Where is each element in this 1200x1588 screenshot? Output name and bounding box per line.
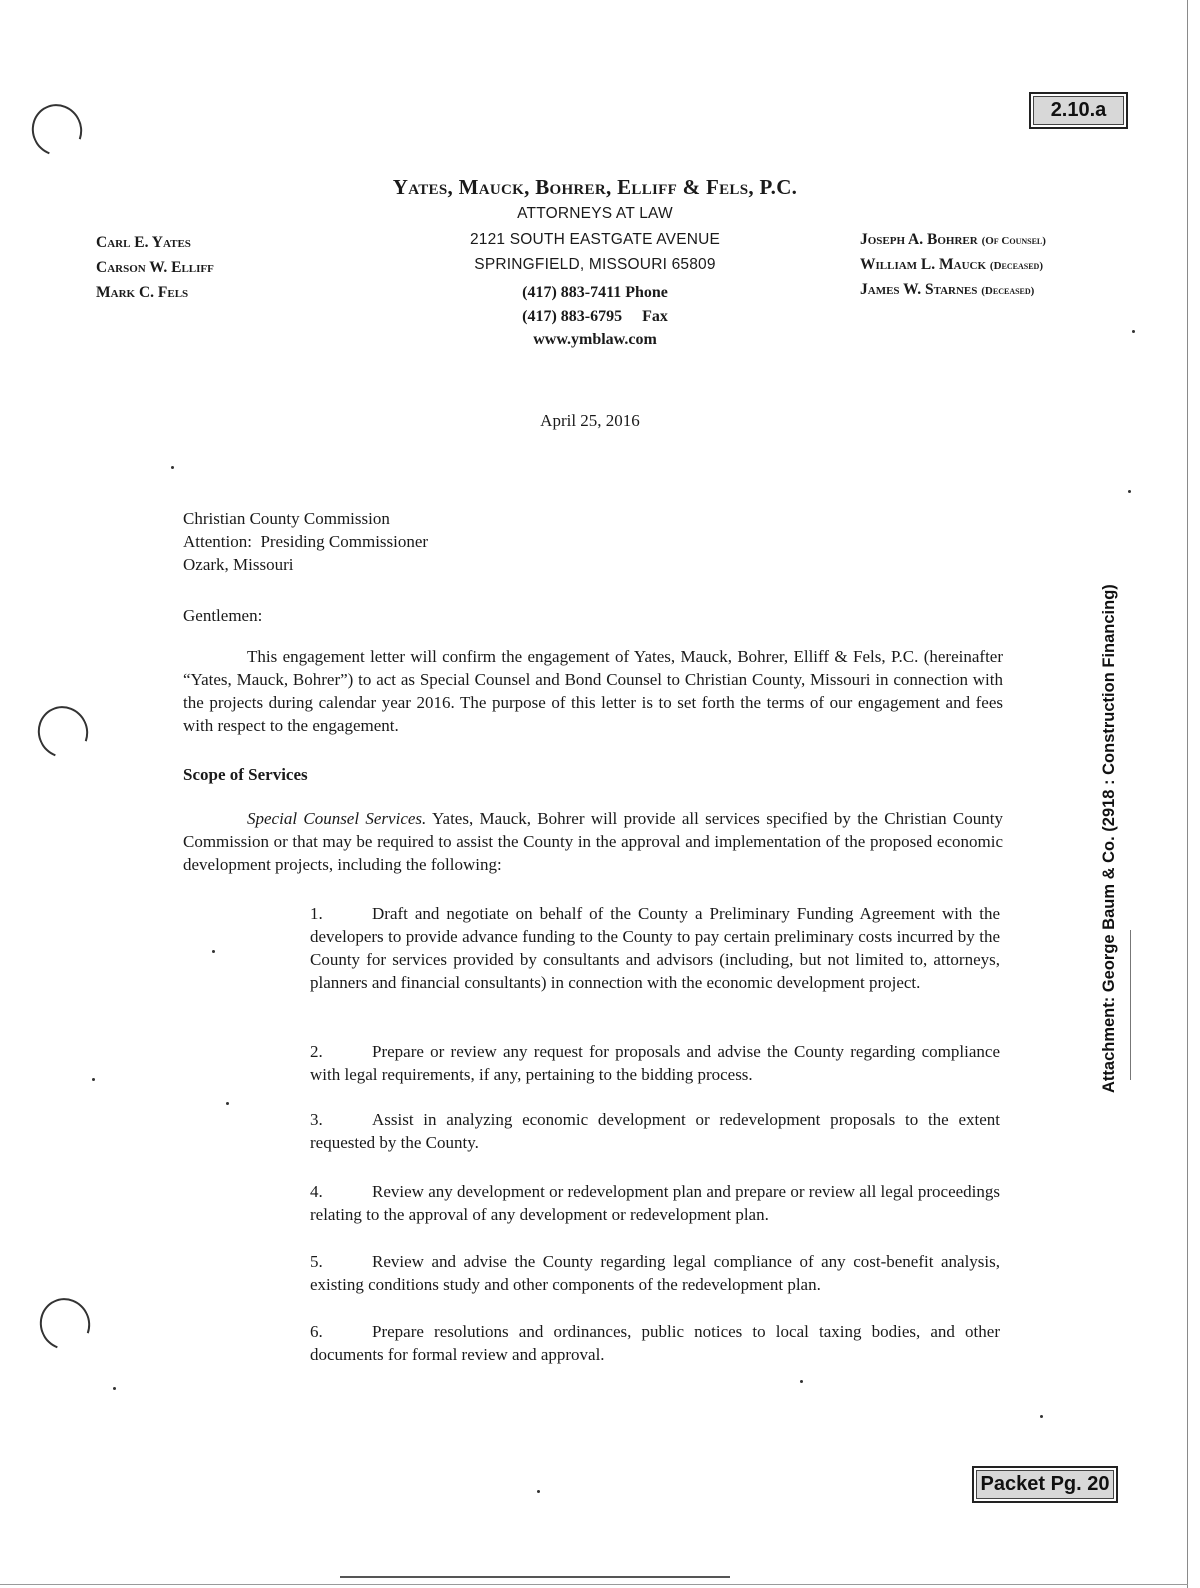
scan-speck [537, 1490, 540, 1493]
firm-website: www.ymblaw.com [533, 331, 657, 348]
salutation: Gentlemen: [183, 606, 263, 625]
special-counsel-paragraph [183, 807, 1003, 876]
list-number: 6. [310, 1322, 323, 1341]
list-text: Review any development or redevelopment plan and prepare or review all legal proceedings relating to the approval of any development or redevelopment plan. [310, 1182, 1000, 1224]
attorney-name: James W. Starnes [860, 281, 978, 298]
attorney-name: Mark C. Fels [96, 284, 189, 301]
attorney-name: Carl E. Yates [96, 234, 191, 251]
scan-speck [1128, 490, 1131, 493]
list-number: 1. [310, 904, 323, 923]
list-item [310, 1180, 1000, 1226]
firm-street: 2121 SOUTH EASTGATE AVENUE [469, 231, 721, 248]
list-number: 3. [310, 1110, 323, 1129]
item-number-stamp: 2.10.a [1029, 92, 1128, 129]
punch-hole-icon [29, 698, 96, 766]
special-counsel-text: Yates, Mauck, Bohrer will provide all services specified by the Christian County Commission or that may be required to assist the County in the approval and implementation of the proposed economic development projects, including the following: [183, 809, 1003, 874]
attorney-entry [860, 231, 1046, 249]
page-edge-bottom [0, 1584, 1188, 1585]
attorney-name: Carson W. Elliff [96, 259, 214, 276]
attorney-entry [860, 281, 1034, 299]
recipient-line: Christian County Commission [183, 509, 390, 528]
page-edge [1187, 0, 1188, 1588]
scan-speck [92, 1078, 95, 1081]
scan-speck [1040, 1415, 1043, 1418]
special-counsel-lead: Special Counsel Services. [247, 809, 427, 828]
scan-speck [171, 466, 174, 469]
scan-speck [800, 1380, 803, 1383]
scan-speck [226, 1102, 229, 1105]
attorney-entry [860, 256, 1043, 274]
firm-name: Yates, Mauck, Bohrer, Elliff & Fels, P.C. [392, 175, 798, 199]
recipient-line: Ozark, Missouri [183, 555, 294, 574]
attorney-note: (Deceased) [989, 260, 1043, 272]
page-edge-mark [340, 1576, 730, 1578]
list-item [310, 902, 1000, 994]
letter-date: April 25, 2016 [540, 411, 640, 430]
list-text: Prepare or review any request for proposals and advise the County regarding compliance with legal requirements, if any, pertaining to the bidding process. [310, 1042, 1000, 1084]
margin-rule [1130, 930, 1131, 1080]
list-item [310, 1040, 1000, 1086]
packet-page-stamp: Packet Pg. 20 [972, 1466, 1118, 1503]
section-heading: Scope of Services [183, 765, 308, 784]
list-item [310, 1108, 1000, 1154]
list-text: Prepare resolutions and ordinances, public notices to local taxing bodies, and other documents for formal review and approval. [310, 1322, 1000, 1364]
punch-hole-icon [31, 1290, 98, 1358]
list-number: 4. [310, 1182, 323, 1201]
firm-city: SPRINGFIELD, MISSOURI 65809 [474, 256, 716, 273]
list-text: Draft and negotiate on behalf of the County a Preliminary Funding Agreement with the developers to provide advance funding to the County to pay certain preliminary costs incurred by the County for services provided by consultants and advisors (including, but not limited to, attorneys, planners and financial consultants) in connection with the economic development project. [310, 904, 1000, 992]
attorney-note: (Of Counsel) [981, 235, 1046, 247]
attorney-name: Joseph A. Bohrer [860, 231, 978, 248]
list-item [310, 1250, 1000, 1296]
attorney-note: (Deceased) [981, 285, 1035, 297]
scan-speck [113, 1387, 116, 1390]
firm-subtitle: ATTORNEYS AT LAW [517, 205, 673, 222]
firm-phone: (417) 883-7411 Phone [522, 284, 668, 301]
scan-speck [1132, 330, 1135, 333]
firm-fax: (417) 883-6795 Fax [522, 308, 668, 325]
recipient-line: Attention: Presiding Commissioner [183, 532, 429, 551]
punch-hole-icon [23, 96, 90, 164]
attachment-label: Attachment: George Baum & Co. (2918 : Construction Financing) [1100, 584, 1118, 1093]
list-text: Review and advise the County regarding legal compliance of any cost-benefit analysis, existing conditions study and other components of the redevelopment plan. [310, 1252, 1000, 1294]
attorney-name: William L. Mauck [860, 256, 987, 273]
list-text: Assist in analyzing economic development or redevelopment proposals to the extent requested by the County. [310, 1110, 1000, 1152]
list-number: 2. [310, 1042, 323, 1061]
list-number: 5. [310, 1252, 323, 1271]
intro-paragraph: This engagement letter will confirm the engagement of Yates, Mauck, Bohrer, Elliff & Fels, P.C. (hereinafter “Yates, Mauck, Bohrer”) to act as Special Counsel and Bond Counsel to Christian County, Missouri in connection with the projects during calendar year 2016. The purpose of this letter is to set forth the terms of our engagement and fees with respect to the engagement. [183, 647, 1003, 735]
list-item [310, 1320, 1000, 1366]
scan-speck [212, 950, 215, 953]
